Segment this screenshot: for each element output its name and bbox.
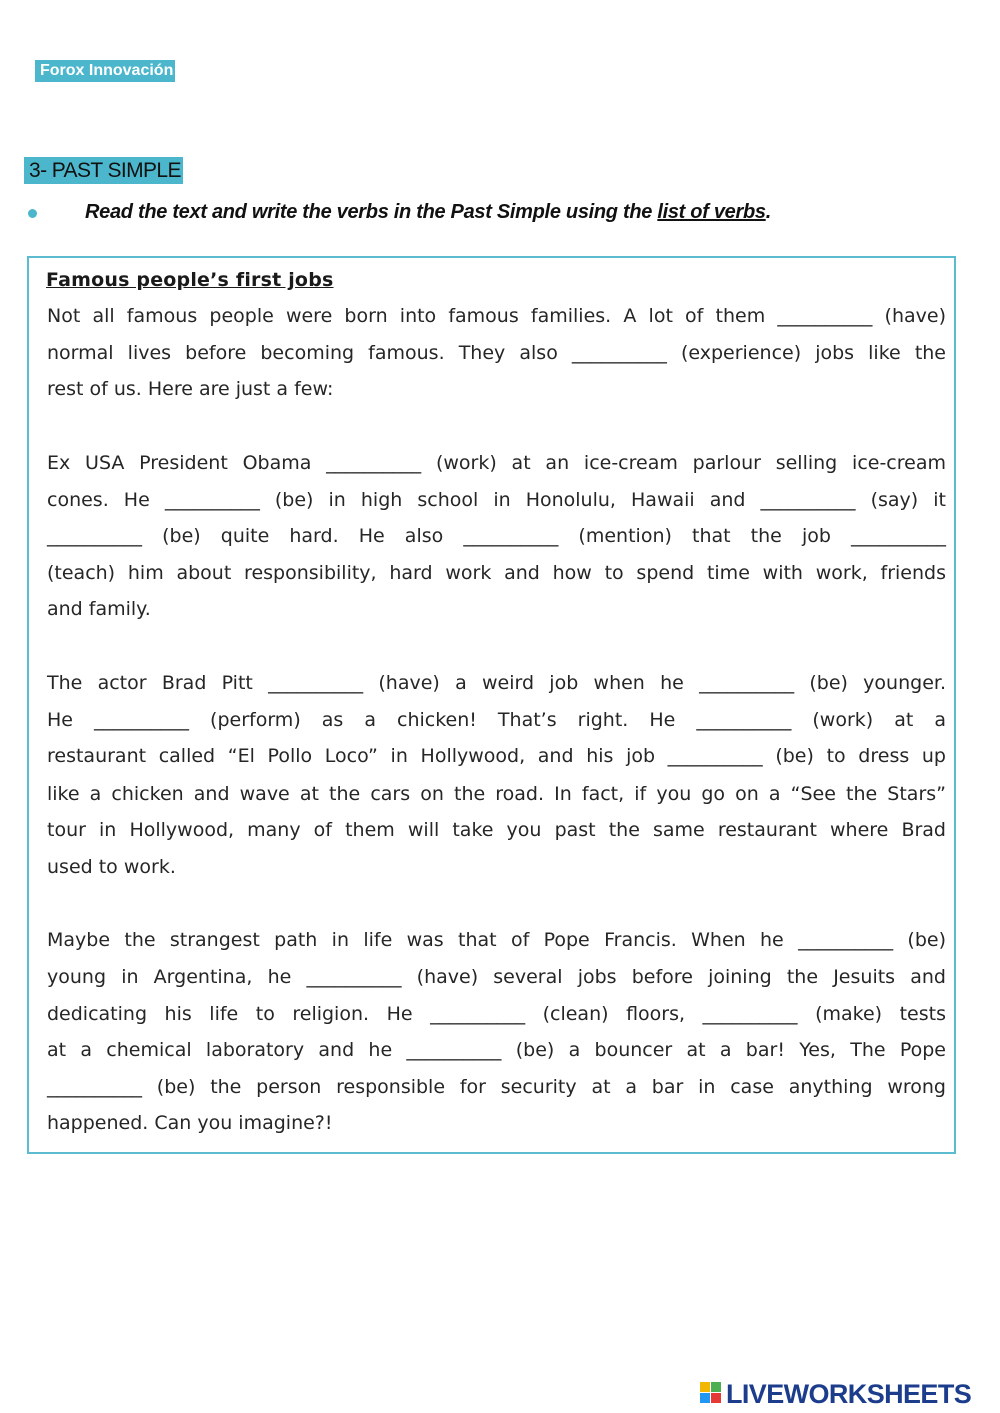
text-line: Ex USA President Obama __________ (work) at an ice-cream parlour selling ice-cream: [47, 452, 946, 474]
text-line: used to work.: [47, 856, 176, 878]
logo-square-icon: [700, 1393, 710, 1403]
bullet-icon: [28, 209, 37, 218]
brand-label: Forox Innovación: [35, 60, 175, 82]
section-title: 3- PAST SIMPLE: [24, 157, 183, 184]
text-line: happened. Can you imagine?!: [47, 1112, 333, 1134]
text-line: __________ (be) quite hard. He also __________ (mention) that the job __________: [47, 525, 946, 547]
text-line: cones. He __________ (be) in high school in Honolulu, Hawaii and __________ (say) it: [47, 489, 946, 511]
reading-title: Famous people’s first jobs: [46, 269, 334, 291]
text-line: __________ (be) the person responsible for security at a bar in case anything wrong: [47, 1076, 946, 1098]
text-line: dedicating his life to religion. He __________ (clean) floors, __________ (make) tests: [47, 1003, 946, 1025]
text-line: restaurant called “El Pollo Loco” in Hollywood, and his job __________ (be) to dress up: [47, 745, 946, 767]
logo-text: LIVEWORKSHEETS: [726, 1379, 972, 1409]
text-line: and family.: [47, 598, 151, 620]
text-line: Maybe the strangest path in life was that of Pope Francis. When he __________ (be): [47, 929, 946, 951]
text-line: like a chicken and wave at the cars on the road. In fact, if you go on a “See the Stars”: [47, 783, 946, 805]
logo-mark-icon: [700, 1382, 722, 1404]
text-line: tour in Hollywood, many of them will take you past the same restaurant where Brad: [47, 819, 946, 841]
instruction-prefix: Read the text and write the verbs in the Past Simple using the: [85, 201, 658, 223]
logo-square-icon: [711, 1382, 721, 1392]
instruction: [25, 198, 925, 228]
text-line: normal lives before becoming famous. They also __________ (experience) jobs like the: [47, 342, 946, 364]
text-line: (teach) him about responsibility, hard work and how to spend time with work, friends: [47, 562, 946, 584]
logo-square-icon: [711, 1393, 721, 1403]
list-of-verbs-link[interactable]: list of verbs: [657, 201, 766, 223]
liveworksheets-logo: [700, 1378, 995, 1410]
instruction-suffix: .: [765, 201, 771, 223]
text-line: young in Argentina, he __________ (have) several jobs before joining the Jesuits and: [47, 966, 946, 988]
logo-square-icon: [700, 1382, 710, 1392]
text-line: He __________ (perform) as a chicken! That’s right. He __________ (work) at a: [47, 709, 946, 731]
text-line: The actor Brad Pitt __________ (have) a weird job when he __________ (be) younger.: [47, 672, 946, 694]
text-line: rest of us. Here are just a few:: [47, 378, 334, 400]
text-line: Not all famous people were born into famous families. A lot of them __________ (have): [47, 305, 946, 327]
instruction-text: [85, 198, 771, 226]
text-line: at a chemical laboratory and he __________ (be) a bouncer at a bar! Yes, The Pope: [47, 1039, 946, 1061]
